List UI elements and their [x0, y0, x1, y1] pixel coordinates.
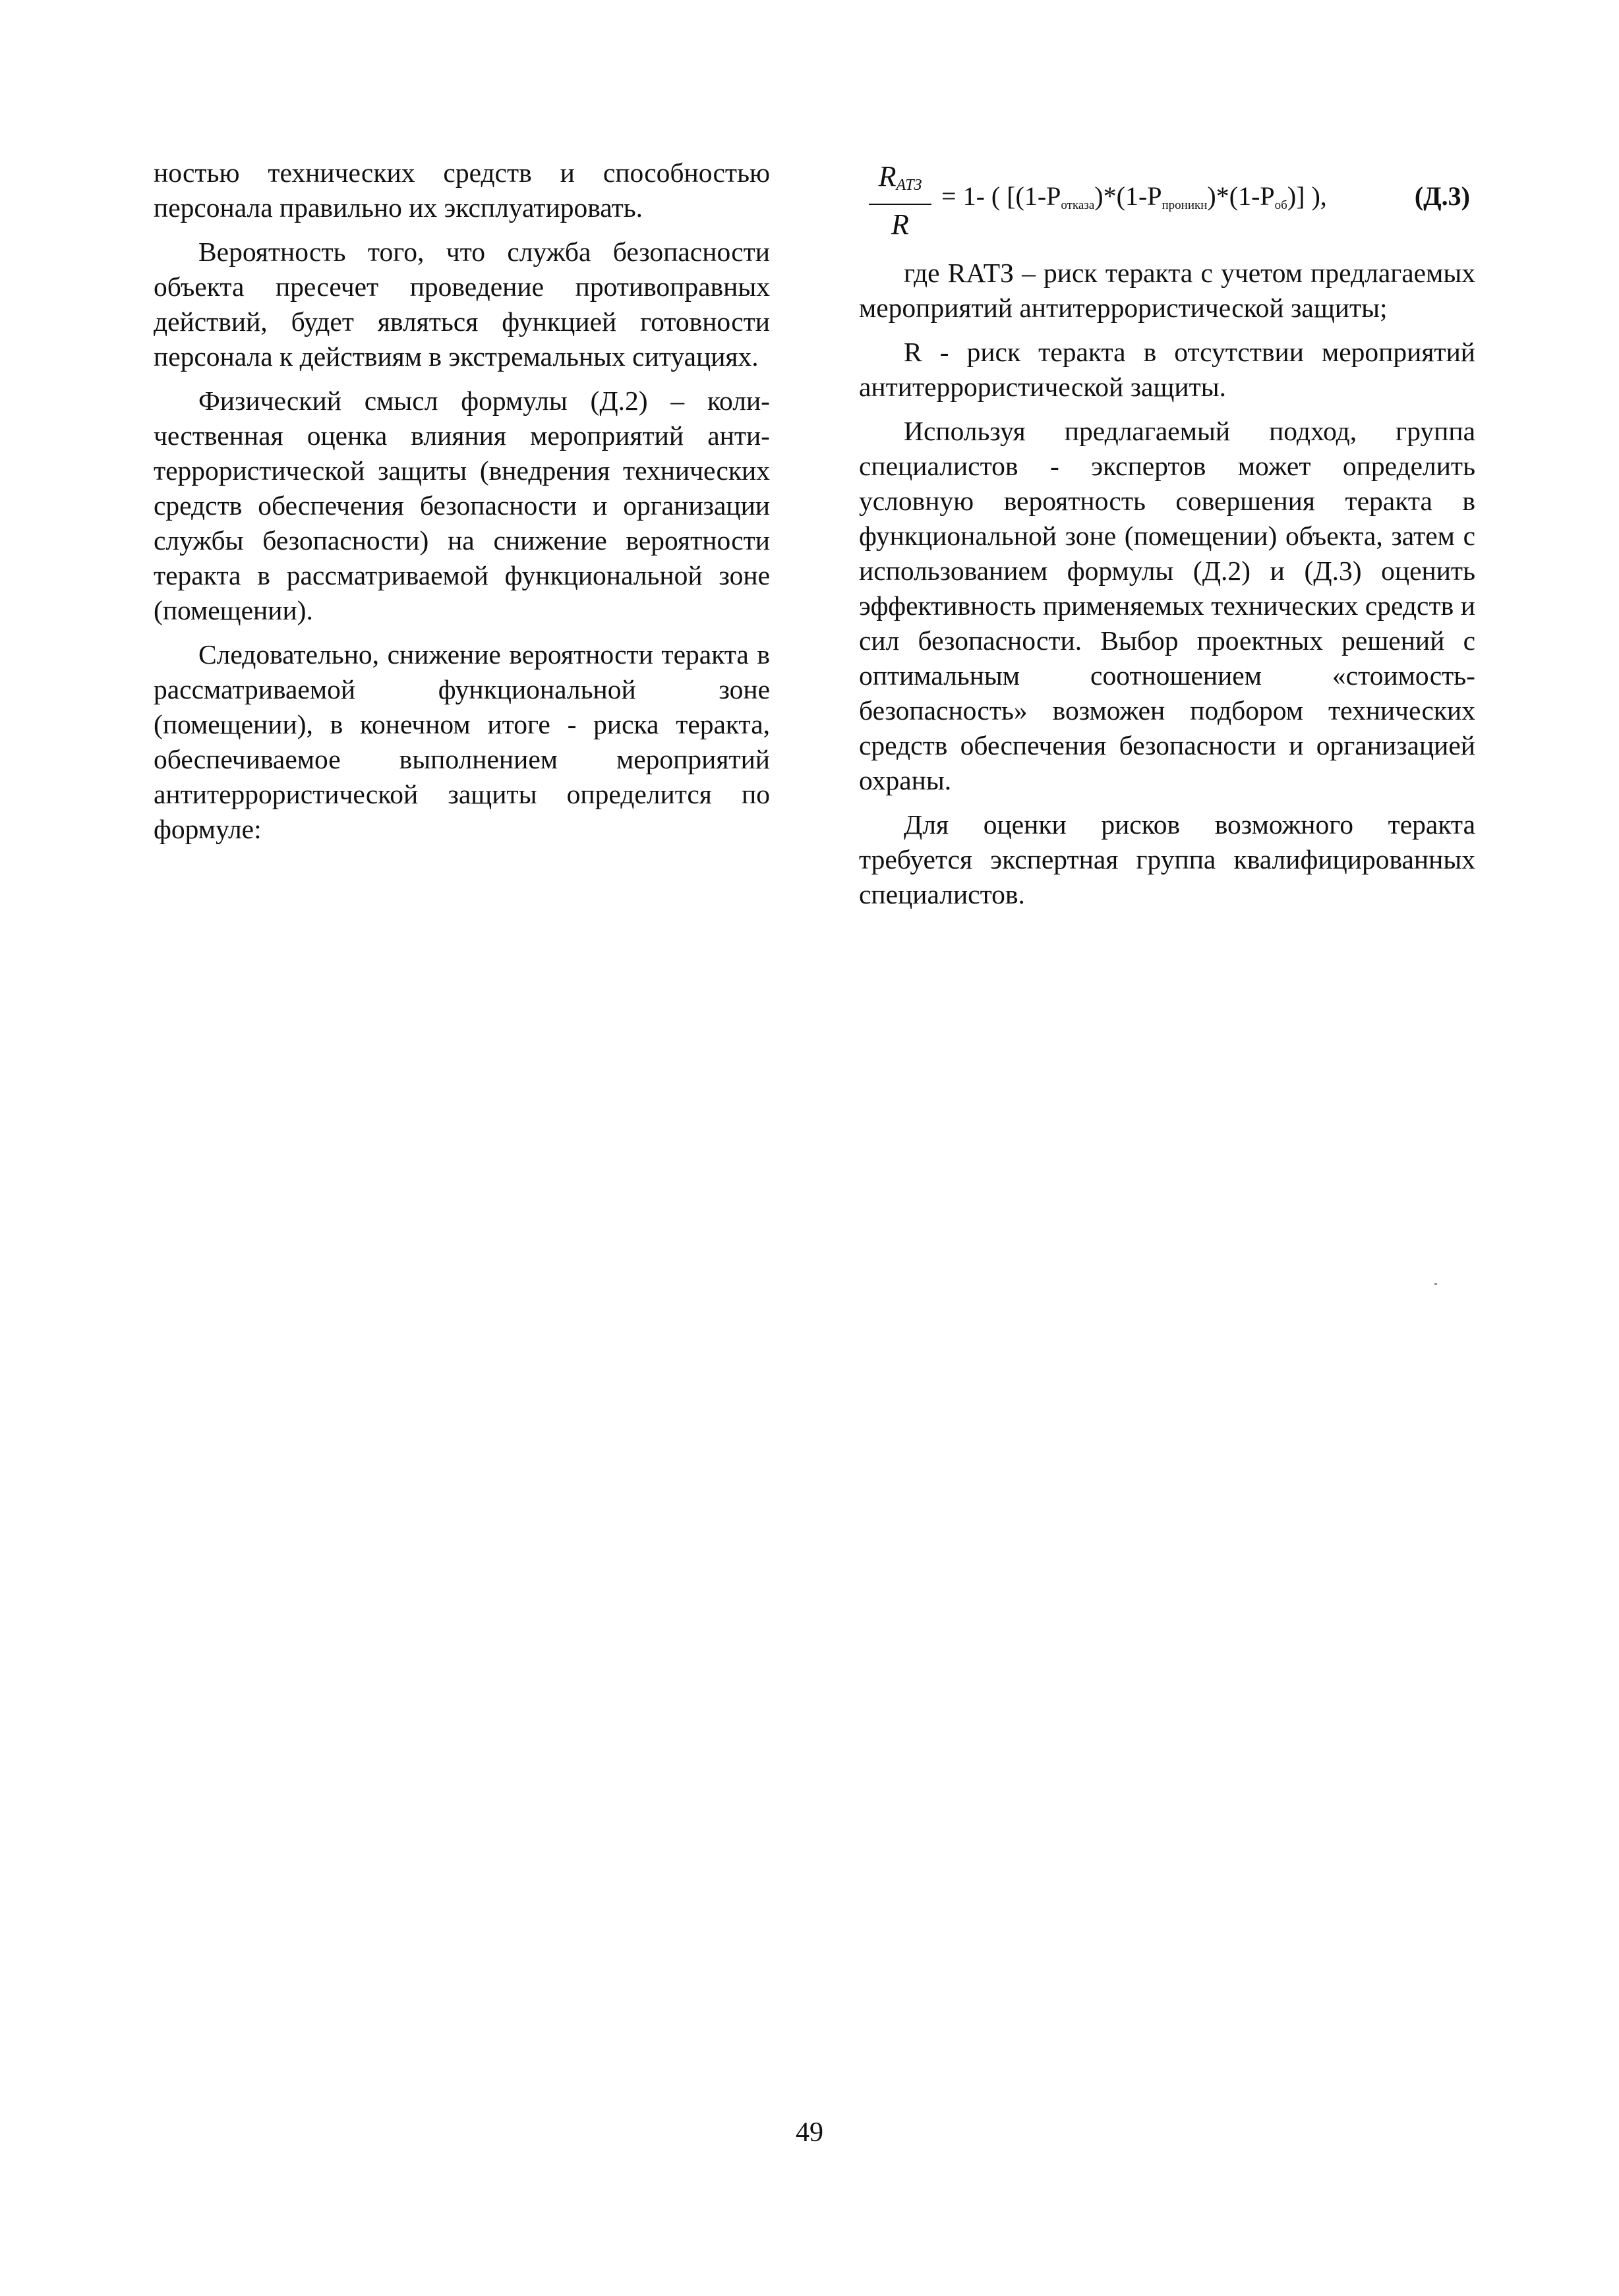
paragraph-r-definition: R - риск теракта в отсутствии мероприятий антитеррористической защиты.	[859, 337, 1475, 402]
formula-rhs-mid-1: )*(1-P	[1094, 181, 1162, 211]
page-number: 49	[796, 2117, 823, 2148]
paragraph-consequently: Следовательно, снижение вероятности теракта в рассматриваемой функциональной зоне (помещении), в конечном итоге - риска теракта, обеспечиваемое выполнением мероприятий антитеррористической защиты определится по формуле:	[154, 639, 770, 844]
numerator-symbol: R	[878, 160, 897, 192]
formula-subscript-pronikn: проникн	[1162, 198, 1208, 212]
formula-d3	[859, 158, 1475, 250]
left-column	[154, 156, 770, 856]
formula-denominator: R	[891, 208, 909, 241]
formula-right-side	[941, 178, 1327, 224]
formula-rhs-end: )] ),	[1287, 181, 1327, 211]
formula-label: (Д.3)	[1414, 181, 1470, 211]
paragraph-continuation: ностью технических средств и способностью персонала правильно их эксплуатировать.	[154, 158, 770, 223]
formula-numerator	[869, 158, 931, 205]
scan-artifact	[1434, 1283, 1437, 1285]
paragraph-security-service: Вероятность того, что служба безопасности объекта пресечет проведение противоправных действий, будет являться функцией готовности персонала к действиям в экстремальных ситуациях.	[154, 237, 770, 372]
formula-equals: =	[941, 181, 957, 211]
numerator-subscript: АТЗ	[896, 177, 922, 194]
paragraph-approach: Используя предлагаемый подход, группа специалистов - экспертов может определить условную вероятность совершения теракта в функциональной зоне (помещении) объекта, затем с использованием формулы (Д.2) и (Д.3) оценить эффективность применяемых технических средств и сил безопасности. Выбор проектных решений с оптимальным соотношением «стоимость-безопасность» возможен подбором технических средств обеспечения безопасности и организацией охраны.	[859, 416, 1475, 795]
paragraph-expert-group: Для оценки рисков возможного теракта требуется экспертная группа квалифицированных специалистов.	[859, 809, 1475, 909]
formula-rhs-start: 1- ( [(1-P	[962, 181, 1061, 211]
formula-subscript-otkaza: отказа	[1061, 198, 1095, 212]
right-column	[859, 158, 1475, 921]
paragraph-where-ratz: где RАТЗ – риск теракта с учетом предлагаемых мероприятий антитеррористической защиты;	[859, 258, 1475, 323]
formula-rhs-mid-2: )*(1-P	[1207, 181, 1275, 211]
formula-fraction	[869, 158, 931, 244]
paragraph-physical-meaning: Физический смысл формулы (Д.2) – количественная оценка влияния мероприятий антитеррористической защиты (внедрения технических средств обеспечения безопасности и организации службы безопасности) на снижение вероятности теракта в рассматриваемой функциональной зоне (помещении).	[154, 386, 770, 625]
formula-subscript-ob: об	[1274, 198, 1287, 212]
